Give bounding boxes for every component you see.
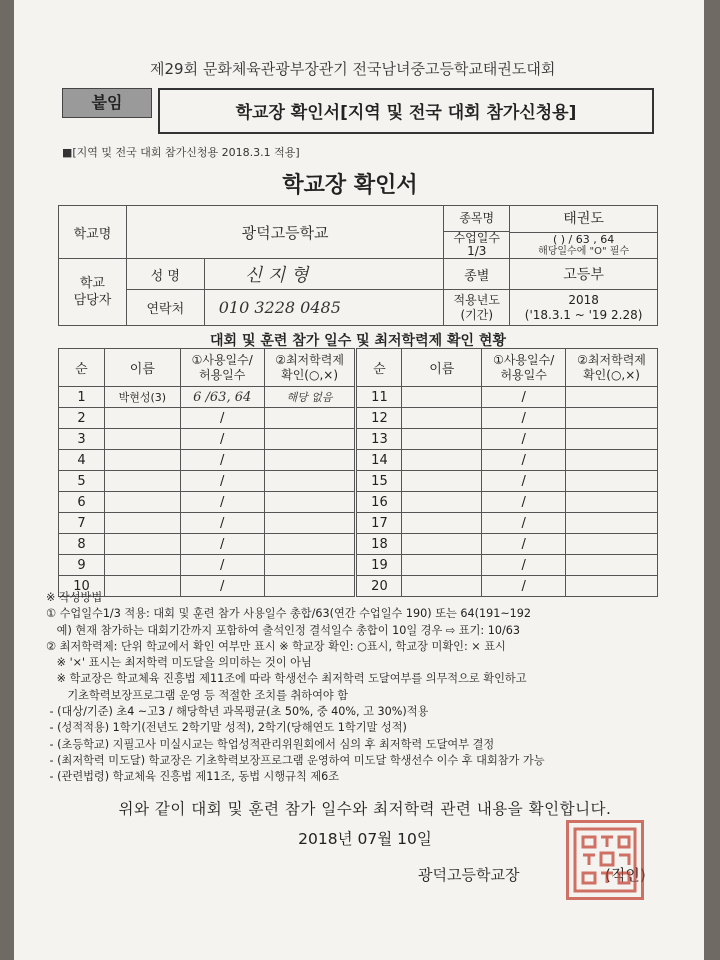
apply-year-label-2: (기간) xyxy=(460,307,494,322)
event-label xyxy=(444,206,510,259)
event-title: 제29회 문화체육관광부장관기 전국남녀중고등학교태권도대회 xyxy=(150,60,556,78)
row-days: / xyxy=(482,471,566,492)
row-name xyxy=(104,408,180,429)
row-no: 14 xyxy=(356,450,402,471)
row-min-check xyxy=(264,471,356,492)
note-line: 예) 현재 참가하는 대회기간까지 포함하여 출석인정 결석일수 총합이 10일 경우 ⇨ 표기: 10/63 xyxy=(46,623,520,637)
row-name: 박현성(3) xyxy=(104,387,180,408)
table-row xyxy=(59,534,658,555)
row-min-check xyxy=(264,534,356,555)
row-days: / xyxy=(482,450,566,471)
school-label: 학교명 xyxy=(59,206,127,259)
apply-year-label xyxy=(444,290,510,326)
note-line: ※ '×' 표시는 최저학력 미도달을 의미하는 것이 아님 xyxy=(46,656,312,670)
row-no: 18 xyxy=(356,534,402,555)
row-days: / xyxy=(180,576,264,597)
row-name xyxy=(104,513,180,534)
row-days: / xyxy=(482,387,566,408)
table-row xyxy=(59,471,658,492)
row-name xyxy=(104,534,180,555)
event-label-text: 종목명 xyxy=(444,206,509,232)
row-no: 2 xyxy=(59,408,105,429)
header-days-1: ①사용일수/ xyxy=(493,352,555,367)
row-name xyxy=(104,471,180,492)
class-days-label-1: 수업일수 xyxy=(453,231,500,245)
confirmation-text: 위와 같이 대회 및 훈련 참가 일수와 최저학력 관련 내용을 확인합니다. xyxy=(118,800,612,818)
row-no: 17 xyxy=(356,513,402,534)
row-days: / xyxy=(482,534,566,555)
manager-label-2: 담당자 xyxy=(73,293,112,308)
row-min-check xyxy=(566,555,658,576)
table-row xyxy=(59,429,658,450)
table-row xyxy=(59,387,658,408)
apply-year-label-1: 적용년도 xyxy=(453,292,500,307)
category-value: 고등부 xyxy=(510,259,658,290)
header-no-left: 순 xyxy=(59,349,105,387)
row-no: 10 xyxy=(59,576,105,597)
row-min-check xyxy=(566,513,658,534)
header-name-right: 이름 xyxy=(402,349,482,387)
class-days-label-2: 1/3 xyxy=(467,244,487,258)
row-min-check xyxy=(566,471,658,492)
official-seal xyxy=(566,820,644,900)
info-table xyxy=(58,205,658,326)
manager-label xyxy=(59,259,127,326)
row-no: 11 xyxy=(356,387,402,408)
table-row xyxy=(59,492,658,513)
row-no: 7 xyxy=(59,513,105,534)
row-no: 8 xyxy=(59,534,105,555)
row-days: / xyxy=(180,513,264,534)
name-value: 신 지 형 xyxy=(204,259,444,290)
row-name xyxy=(402,450,482,471)
seal-pattern-icon xyxy=(569,823,641,897)
school-value: 광덕고등학교 xyxy=(126,206,443,259)
row-min-check xyxy=(264,513,356,534)
table-row xyxy=(59,408,658,429)
note-line: - (초등학교) 지필고사 미실시교는 학업성적관리위원회에서 심의 후 최저학력 도달여부 결정 xyxy=(46,737,495,751)
category-label: 종별 xyxy=(444,259,510,290)
row-name xyxy=(402,429,482,450)
note-line: ① 수업일수1/3 적용: 대회 및 훈련 참가 사용일수 총합/63(연간 수업일수 190) 또는 64(191~192 xyxy=(46,607,532,621)
header-min-right xyxy=(566,349,658,387)
note-line: - (관련법령) 학교체육 진흥법 제11조, 동법 시행규칙 제6조 xyxy=(46,770,340,784)
class-days-label xyxy=(444,232,509,258)
row-no: 13 xyxy=(356,429,402,450)
table-row xyxy=(59,555,658,576)
header-name-left: 이름 xyxy=(104,349,180,387)
row-no: 12 xyxy=(356,408,402,429)
row-no: 20 xyxy=(356,576,402,597)
row-no: 6 xyxy=(59,492,105,513)
note-line: 기초학력보장프로그램 운영 등 적절한 조치를 취하여야 함 xyxy=(46,688,349,702)
header-min-1: ②최저학력제 xyxy=(577,352,646,367)
row-min-check xyxy=(566,408,658,429)
row-no: 4 xyxy=(59,450,105,471)
attachment-label: 붙임 xyxy=(62,88,152,118)
row-days: / xyxy=(180,555,264,576)
row-min-check xyxy=(264,492,356,513)
row-no: 19 xyxy=(356,555,402,576)
note-line: ※ 작성방법 xyxy=(46,591,103,604)
note-line: - (대상/기준) 초4 ~고3 / 해당학년 과목평균(초 50%, 중 40%, 고 30%)적용 xyxy=(46,705,429,719)
row-name xyxy=(104,555,180,576)
table-row xyxy=(59,450,658,471)
row-no: 16 xyxy=(356,492,402,513)
row-min-check xyxy=(264,555,356,576)
manager-label-1: 학교 xyxy=(79,276,105,291)
event-value: 태권도 xyxy=(510,207,657,233)
row-days: / xyxy=(482,408,566,429)
row-min-check xyxy=(566,534,658,555)
contact-value: 010 3228 0485 xyxy=(204,290,444,326)
row-name xyxy=(402,471,482,492)
applicability-note: ■[지역 및 전국 대회 참가신청용 2018.3.1 적용] xyxy=(62,146,300,159)
header-min-2: 확인(○,×) xyxy=(281,367,338,382)
row-days: / xyxy=(180,450,264,471)
header-days-2: 허용일수 xyxy=(500,367,547,382)
apply-year-value xyxy=(510,290,658,326)
note-line: - (성적적용) 1학기(전년도 2학기말 성적), 2학기(당해연도 1학기말 성적) xyxy=(46,721,407,735)
header-days-right xyxy=(482,349,566,387)
header-min-left xyxy=(264,349,356,387)
row-days: / xyxy=(482,576,566,597)
row-name xyxy=(104,450,180,471)
row-days: / xyxy=(180,492,264,513)
row-name xyxy=(402,387,482,408)
row-no: 15 xyxy=(356,471,402,492)
header-days-left xyxy=(180,349,264,387)
row-days: / xyxy=(482,555,566,576)
header-no-right: 순 xyxy=(356,349,402,387)
header-days-2: 허용일수 xyxy=(199,367,246,382)
row-min-check xyxy=(566,387,658,408)
seal-label: (직인) xyxy=(605,866,646,884)
row-days: 6 /63, 64 xyxy=(180,387,264,408)
date: 2018년 07월 10일 xyxy=(298,830,432,848)
principal-name: 광덕고등학교장 xyxy=(418,866,520,884)
note-line: - (최저학력 미도달) 학교장은 기초학력보장프로그램 운영하여 미도달 학생선수 이수 후 대회참가 가능 xyxy=(46,753,545,767)
row-min-check xyxy=(264,429,356,450)
row-name xyxy=(104,492,180,513)
row-days: / xyxy=(482,513,566,534)
row-name xyxy=(104,429,180,450)
row-days: / xyxy=(180,471,264,492)
row-name xyxy=(402,408,482,429)
row-min-check: 해당 없음 xyxy=(264,387,356,408)
row-no: 5 xyxy=(59,471,105,492)
row-days: / xyxy=(180,534,264,555)
contact-label: 연락처 xyxy=(126,290,204,326)
header-min-2: 확인(○,×) xyxy=(583,367,640,382)
row-min-check xyxy=(566,429,658,450)
row-name xyxy=(402,555,482,576)
row-no: 1 xyxy=(59,387,105,408)
row-min-check xyxy=(566,450,658,471)
row-no: 9 xyxy=(59,555,105,576)
row-days: / xyxy=(482,492,566,513)
apply-period: ('18.3.1 ~ '19 2.28) xyxy=(524,307,643,322)
writing-notes xyxy=(46,590,686,786)
row-name xyxy=(402,513,482,534)
row-days: / xyxy=(180,429,264,450)
row-name xyxy=(402,492,482,513)
form-title: 학교장 확인서 xyxy=(282,173,418,198)
row-name xyxy=(402,534,482,555)
event-value-cell xyxy=(510,206,658,259)
row-no: 3 xyxy=(59,429,105,450)
row-days: / xyxy=(180,408,264,429)
row-days: / xyxy=(482,429,566,450)
header-min-1: ②최저학력제 xyxy=(275,352,344,367)
table-row xyxy=(59,513,658,534)
class-days-note: 해당일수에 "O" 필수 xyxy=(538,245,630,257)
note-line: ※ 학교장은 학교체육 진흥법 제11조에 따라 학생선수 최저학력 도달여부를 의무적으로 확인하고 xyxy=(46,672,527,686)
row-min-check xyxy=(264,450,356,471)
class-days-value: ( ) / 63 , 64 xyxy=(552,232,615,246)
note-line: ② 최저학력제: 단위 학교에서 확인 여부만 표시 ※ 학교장 확인: ○표시, 학교장 미확인: × 표시 xyxy=(46,639,506,653)
header-days-1: ①사용일수/ xyxy=(191,352,253,367)
section-title: 대회 및 훈련 참가 일수 및 최저학력제 확인 현황 xyxy=(210,333,506,349)
name-label: 성 명 xyxy=(126,259,204,290)
apply-year: 2018 xyxy=(568,292,599,307)
participation-table xyxy=(58,348,658,597)
row-min-check xyxy=(566,492,658,513)
row-min-check xyxy=(264,408,356,429)
attachment-title: 학교장 확인서[지역 및 전국 대회 참가신청용] xyxy=(158,88,654,134)
